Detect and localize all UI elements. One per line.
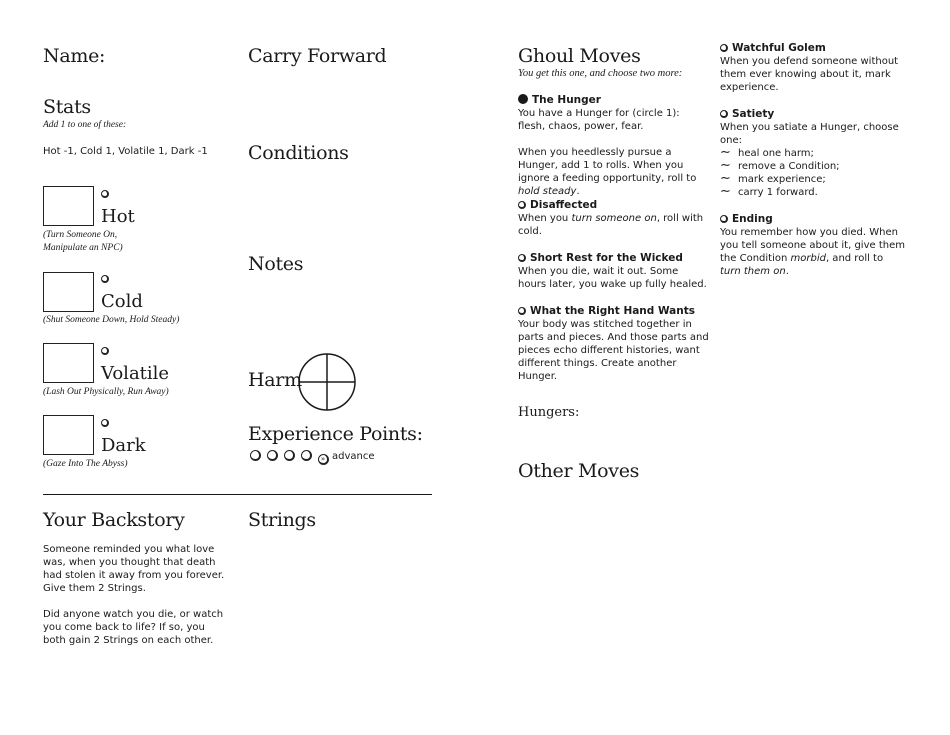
move-short-rest-text: When you die, wait it out. Some hours later, you wake up fully healed. xyxy=(518,266,707,290)
move-selected-dot[interactable] xyxy=(518,94,528,104)
move-checkbox-disaffected[interactable] xyxy=(518,201,526,209)
harm-heading: Harm xyxy=(248,369,302,391)
move-right-hand-text: Your body was stitched together in parts and pieces. And those parts and pieces echo different histories, want different things. Create another Hunger. xyxy=(518,319,709,382)
move-right-hand xyxy=(518,305,710,383)
backstory-text xyxy=(43,543,228,647)
stat-moves-cold: (Shut Someone Down, Hold Steady) xyxy=(43,315,180,325)
hungers-heading: Hungers: xyxy=(518,405,580,420)
xp-circle-2[interactable] xyxy=(267,450,278,461)
satiety-options xyxy=(720,147,905,199)
satiety-option-label: mark experience; xyxy=(738,174,826,185)
xp-advance-circle[interactable]: » xyxy=(318,454,329,465)
strings-heading: Strings xyxy=(248,509,316,531)
stat-name-cold: Cold xyxy=(101,291,143,312)
stats-heading: Stats xyxy=(43,96,91,118)
section-divider xyxy=(43,494,432,495)
stat-box-hot[interactable] xyxy=(43,186,94,226)
move-right-hand-title-text: What the Right Hand Wants xyxy=(530,305,695,317)
xp-circle-4[interactable] xyxy=(301,450,312,461)
stats-hint: Add 1 to one of these: xyxy=(43,120,127,130)
stat-name-volatile: Volatile xyxy=(101,363,170,384)
move-checkbox-ending[interactable] xyxy=(720,215,728,223)
move-checkbox-watchful-golem[interactable] xyxy=(720,44,728,52)
move-the-hunger-title-text: The Hunger xyxy=(532,94,601,106)
hunger-p2-em: hold steady xyxy=(518,186,577,197)
conditions-heading: Conditions xyxy=(248,142,349,164)
stat-moves-hot-1: (Turn Someone On, xyxy=(43,230,118,240)
move-disaffected-title-text: Disaffected xyxy=(530,199,598,211)
ghoul-moves-subtitle: You get this one, and choose two more: xyxy=(518,68,683,79)
satiety-option[interactable] xyxy=(720,186,905,199)
move-disaffected xyxy=(518,199,708,238)
ending-post: . xyxy=(785,266,789,277)
move-satiety-text: When you satiate a Hunger, choose one: xyxy=(720,122,899,146)
move-short-rest-title-text: Short Rest for the Wicked xyxy=(530,252,683,264)
tilde-bullet-icon: ∼ xyxy=(720,184,731,199)
backstory-paragraph-1: Someone reminded you what love was, when you thought that death had stolen it away from you forever. Give them 2 Strings. xyxy=(43,544,225,594)
backstory-heading: Your Backstory xyxy=(43,509,185,531)
ending-em1: morbid xyxy=(790,253,826,264)
stat-name-dark: Dark xyxy=(101,435,146,456)
move-short-rest-title xyxy=(518,252,708,265)
hunger-p2-post: . xyxy=(576,186,580,197)
xp-circle-1[interactable] xyxy=(250,450,261,461)
hunger-p2-pre: When you heedlessly pursue a Hunger, add 1 to rolls. When you ignore a feeding opportunity, roll to xyxy=(518,147,697,184)
ending-em2: turn them on xyxy=(720,266,786,277)
satiety-option-label: carry 1 forward. xyxy=(738,187,818,198)
move-ending-text xyxy=(720,226,905,278)
xp-circle-3[interactable] xyxy=(284,450,295,461)
stat-moves-dark: (Gaze Into The Abyss) xyxy=(43,459,128,469)
stat-moves-volatile: (Lash Out Physically, Run Away) xyxy=(43,387,169,397)
move-ending-title xyxy=(720,213,905,226)
ghoul-moves-heading: Ghoul Moves xyxy=(518,45,641,67)
move-watchful-golem-text: When you defend someone without them ever knowing about it, mark experience. xyxy=(720,56,899,93)
disaffected-post: , roll with cold. xyxy=(518,213,704,237)
stat-box-dark[interactable] xyxy=(43,415,94,455)
tilde-bullet-icon: ∼ xyxy=(720,171,731,186)
move-disaffected-title xyxy=(518,199,708,212)
move-satiety xyxy=(720,108,905,199)
xp-advance-label: advance xyxy=(332,451,375,462)
backstory-paragraph-2: Did anyone watch you die, or watch you come back to life? If so, you both gain 2 Strings on each other. xyxy=(43,609,224,646)
disaffected-pre: When you xyxy=(518,213,572,224)
move-satiety-title xyxy=(720,108,905,121)
move-checkbox-satiety[interactable] xyxy=(720,110,728,118)
stat-highlight-circle-volatile[interactable] xyxy=(101,347,109,355)
satiety-option[interactable] xyxy=(720,173,905,186)
ending-mid: , and roll to xyxy=(825,253,884,264)
move-the-hunger-p2 xyxy=(518,146,708,198)
move-ending xyxy=(720,213,905,278)
move-satiety-title-text: Satiety xyxy=(732,108,775,120)
move-checkbox-short-rest[interactable] xyxy=(518,254,526,262)
stats-values: Hot -1, Cold 1, Volatile 1, Dark -1 xyxy=(43,146,208,157)
move-watchful-golem-title-text: Watchful Golem xyxy=(732,42,826,54)
harm-wheel[interactable] xyxy=(297,352,357,412)
name-label: Name: xyxy=(43,45,106,67)
move-the-hunger xyxy=(518,94,708,198)
disaffected-em: turn someone on xyxy=(571,213,657,224)
stat-box-volatile[interactable] xyxy=(43,343,94,383)
tilde-bullet-icon: ∼ xyxy=(720,145,731,160)
satiety-option-label: heal one harm; xyxy=(738,148,814,159)
move-checkbox-right-hand[interactable] xyxy=(518,307,526,315)
move-watchful-golem xyxy=(720,42,905,94)
move-the-hunger-p1: You have a Hunger for (circle 1): flesh, chaos, power, fear. xyxy=(518,108,680,132)
move-right-hand-title xyxy=(518,305,710,318)
stat-moves-hot-2: Manipulate an NPC) xyxy=(43,243,123,253)
other-moves-heading: Other Moves xyxy=(518,460,640,482)
move-short-rest xyxy=(518,252,708,291)
move-ending-title-text: Ending xyxy=(732,213,773,225)
satiety-option-label: remove a Condition; xyxy=(738,161,840,172)
experience-heading: Experience Points: xyxy=(248,423,423,445)
stat-box-cold[interactable] xyxy=(43,272,94,312)
satiety-option[interactable] xyxy=(720,160,905,173)
stat-highlight-circle-dark[interactable] xyxy=(101,419,109,427)
stat-name-hot: Hot xyxy=(101,206,135,227)
move-the-hunger-title xyxy=(518,94,708,107)
satiety-option[interactable] xyxy=(720,147,905,160)
tilde-bullet-icon: ∼ xyxy=(720,158,731,173)
stat-highlight-circle-hot[interactable] xyxy=(101,190,109,198)
move-disaffected-text xyxy=(518,212,708,238)
carry-forward-heading: Carry Forward xyxy=(248,45,387,67)
stat-highlight-circle-cold[interactable] xyxy=(101,275,109,283)
ending-pre: You remember how you died. When you tell someone about it, give them the Condition xyxy=(720,227,905,264)
move-watchful-golem-title xyxy=(720,42,905,55)
experience-track xyxy=(250,450,375,465)
notes-heading: Notes xyxy=(248,253,304,275)
